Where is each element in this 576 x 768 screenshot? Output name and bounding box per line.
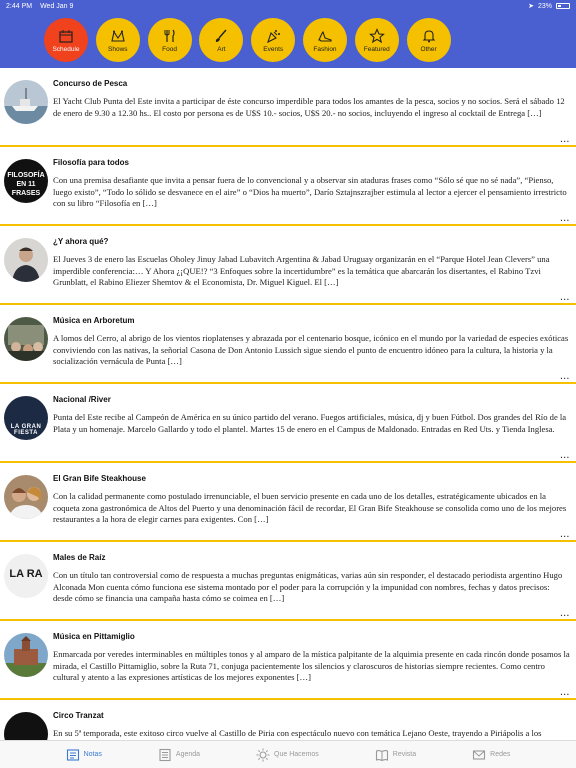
list-item[interactable]	[0, 700, 576, 740]
list-item[interactable]	[0, 384, 576, 463]
item-excerpt: Punta del Este recibe al Campeón de América en su único partido del verano. Fuegos artificiales, música, dj y buen Fútbol. Dos grandes del Río de la Plata y un homenaje. Marcelo Gallardo y todo el plantel. Martes 15 de enero en el Campus de Maldonado. Entradas en Red Uts. y Tienda Inglesa.	[53, 412, 567, 434]
category-events[interactable]	[251, 18, 295, 62]
fork-knife-icon	[162, 28, 178, 44]
tab-bar	[0, 740, 576, 768]
category-featured[interactable]	[355, 18, 399, 62]
category-schedule[interactable]	[44, 18, 88, 62]
status-bar	[0, 0, 576, 12]
tab-redes[interactable]	[472, 748, 510, 762]
thumbnail-caption: FILOSOFÍA EN 11 FRASES	[7, 172, 45, 197]
item-title: Música en Arboretum	[53, 316, 135, 325]
more-options-button[interactable]: ...	[560, 135, 570, 144]
category-food[interactable]	[148, 18, 192, 62]
item-thumbnail	[4, 396, 48, 440]
status-date: Wed Jan 9	[40, 2, 74, 10]
tab-label: Revista	[392, 751, 417, 758]
item-title: Males de Raíz	[53, 553, 106, 562]
category-art[interactable]	[199, 18, 243, 62]
more-options-button[interactable]: ...	[560, 293, 570, 302]
location-icon: ➤	[528, 3, 534, 10]
item-thumbnail	[4, 317, 48, 361]
list-item[interactable]	[0, 226, 576, 305]
thumbnail-caption: LA GRAN FIESTA	[10, 424, 42, 436]
item-thumbnail	[4, 633, 48, 677]
category-label: Events	[263, 45, 284, 53]
more-options-button[interactable]: ...	[560, 451, 570, 460]
item-title: Música en Pittamiglio	[53, 632, 135, 641]
brush-icon	[213, 28, 229, 44]
item-title: El Gran Bife Steakhouse	[53, 474, 146, 483]
tab-label: Que Hacemos	[274, 751, 319, 758]
item-excerpt: En su 5ª temporada, este exitoso circo vuelve al Castillo de Piria con espectáculo nuevo con temática Lejano Oeste, trayendo a Piriápolis a los	[53, 728, 542, 738]
item-excerpt: Con un título tan controversial como de respuesta a muchas preguntas enigmáticas, varias aún sin responder, el destacado periodista argentino Hugo Alconada Mon cuenta cómo funciona ese sistema montado por el poder para la corrupción y la impunidad con nombres, fechas y datos precisos: desde cómo se financia una campaña hasta cómo se coimea en […]	[53, 570, 563, 603]
item-thumbnail	[4, 80, 48, 124]
more-options-button[interactable]: ...	[560, 530, 570, 539]
status-time: 2:44 PM	[6, 2, 33, 10]
tab-label: Agenda	[175, 751, 201, 758]
mail-icon	[472, 748, 486, 762]
bell-icon	[421, 28, 437, 44]
item-thumbnail	[4, 159, 48, 203]
tab-notas[interactable]	[66, 748, 102, 762]
more-options-button[interactable]: ...	[560, 372, 570, 381]
list-item[interactable]	[0, 68, 576, 147]
item-title: Nacional /River	[53, 395, 111, 404]
battery-icon	[556, 3, 570, 9]
news-feed[interactable]	[0, 68, 576, 740]
tab-label: Redes	[490, 751, 511, 758]
category-label: Other	[420, 45, 437, 53]
tab-que-hacemos[interactable]	[256, 748, 319, 762]
list-item[interactable]	[0, 147, 576, 226]
category-label: Art	[217, 45, 226, 53]
category-shows[interactable]	[96, 18, 140, 62]
item-excerpt: Con una premisa desafiante que invita a pensar fuera de lo convencional y a observar sin ataduras frases como “Sólo sé que no sé nada”, “Pienso, luego existo”, “Todo lo sólido se desvanece en el aire” o “Dios ha muerto”, Darío Sztajnszrajber estimula al lector a ejercer el pensamiento irrestricto con su libro “Filosofía en […]	[53, 175, 567, 208]
notes-icon	[66, 748, 80, 762]
category-bar	[0, 12, 576, 68]
item-title: Filosofía para todos	[53, 158, 130, 167]
star-icon	[369, 28, 385, 44]
category-label: Schedule	[52, 45, 80, 53]
thumbnail-caption: LA RA	[9, 568, 43, 580]
tab-label: Notas	[83, 751, 102, 758]
item-excerpt: A lomos del Cerro, al abrigo de los vientos rioplatenses y abrazada por el centenario bosque, icónico en el mundo por la variedad de especies exóticas conviviendo con las nativas, la señorial Casona de Don Antonio Lussich sigue siendo el punto de encuentro idóneo para la cultura, la historia y la socialización vernácula de Punta […]	[53, 333, 569, 366]
category-label: Featured	[363, 45, 390, 53]
item-excerpt: El Yacht Club Punta del Este invita a participar de éste concurso imperdible para todos los amantes de la pesca, socios y no socios. Será el sábado 12 de enero de 9.30 a 12.30 hs.. El costo por persona es de U$S 10.- socios, U$S 20.- no socios, incluyendo el ingreso al cocktail de Entrega […]	[53, 96, 565, 118]
more-options-button[interactable]: ...	[560, 688, 570, 697]
category-label: Fashion	[313, 45, 337, 53]
list-item[interactable]	[0, 542, 576, 621]
tab-revista[interactable]	[375, 748, 416, 762]
book-icon	[375, 748, 389, 762]
list-item[interactable]	[0, 305, 576, 384]
jester-hat-icon	[110, 28, 126, 44]
category-other[interactable]	[407, 18, 451, 62]
item-thumbnail	[4, 238, 48, 282]
party-icon	[265, 28, 281, 44]
item-thumbnail	[4, 712, 48, 740]
category-fashion[interactable]	[303, 18, 347, 62]
tab-agenda[interactable]	[158, 748, 200, 762]
sun-icon	[256, 748, 270, 762]
more-options-button[interactable]: ...	[560, 609, 570, 618]
item-excerpt: Enmarcada por veredes interminables en múltiples tonos y al amparo de la mística palpitante de la alquimia presente en cada rincón donde posamos la mirada, el Castillo Pittamiglio, sobre la Ruta 71, conjuga pacientemente los silencios y claroscuros de historias siempre recientes. Como centro cultural y atento a las expresiones artísticas de los mejores exponentes […]	[53, 649, 570, 682]
high-heel-icon	[317, 28, 333, 44]
item-excerpt: El Jueves 3 de enero las Escuelas Oholey Jinuy Jabad Lubavitch Argentina & Jabad Uruguay organizarán en el “Parque Hotel Jean Clevers” una imperdible conferencia:… Y Ahora ¿¡QUE!? “3 Enfoques sobre la incertidumbre” es la temática que abarcarán los disertantes, el Rabino Tzvi Grunblatt, el Rabino Eliezer Shemtov & el Economista, Dr. Miguel Kiguel. El […]	[53, 254, 550, 287]
item-title: ¿Y ahora qué?	[53, 237, 109, 246]
battery-percent: 23%	[537, 2, 552, 10]
item-excerpt: Con la calidad permanente como postulado irrenunciable, el buen servicio presente en cada uno de los detalles, estratégicamente ubicados en la coqueta zona gastronómica de Altos del Puerto y una denominación fácil de recordar, El Gran Bife Steakhouse se consolida como uno de los mejores restaurantes a la hora de elegir carnes para exigentes. Con […]	[53, 491, 567, 524]
list-item[interactable]	[0, 463, 576, 542]
item-title: Concurso de Pesca	[53, 79, 128, 88]
agenda-icon	[158, 748, 172, 762]
list-item[interactable]	[0, 621, 576, 700]
more-options-button[interactable]: ...	[560, 214, 570, 223]
category-label: Shows	[108, 45, 128, 53]
item-thumbnail	[4, 554, 48, 598]
item-title: Circo Tranzat	[53, 711, 104, 720]
calendar-icon	[58, 28, 74, 44]
category-label: Food	[162, 45, 177, 53]
item-thumbnail	[4, 475, 48, 519]
